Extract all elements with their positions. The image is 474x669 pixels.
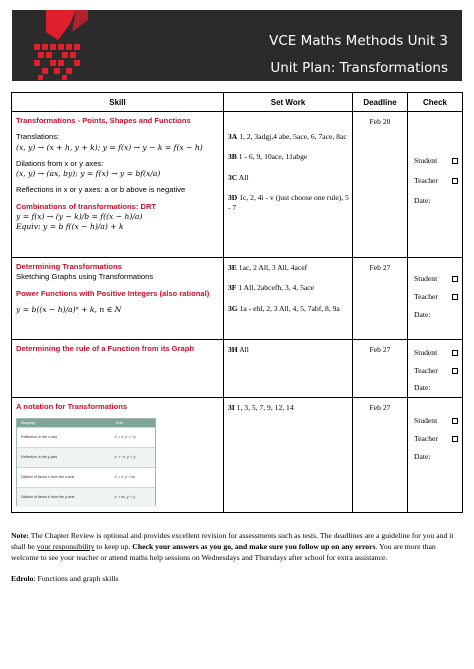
mapping-table-header: Mapping Rule (17, 419, 155, 427)
deadline-cell: Feb 27 (353, 258, 408, 340)
set-work-cell (224, 112, 353, 258)
mapping-table-row: Reflection in the x-axis x′ = x, y′ = −y (17, 427, 155, 447)
skill-math: y = b((x − h)/a)ⁿ + k, n ∈ N (16, 304, 122, 314)
skill-cell (12, 112, 224, 258)
skill-math: (x, y) → (ax, by); y = f(x) → y = bf(x/a) (16, 169, 161, 178)
document-title: VCE Maths Methods Unit 3 (269, 33, 448, 49)
skill-text: Dilations from x or y axes: (16, 158, 104, 168)
set-work-item: 3H All (228, 345, 249, 354)
edrolo-label: Edrolo (11, 574, 34, 583)
skill-text: Sketching Graphs using Transformations (16, 272, 154, 282)
set-work-item: 3F 1 All, 2abcefh, 3, 4, 5ace (228, 283, 315, 293)
column-header-skill: Skill (12, 93, 224, 112)
student-label: Student (414, 416, 438, 425)
table-header-row (12, 93, 463, 112)
student-label: Student (414, 274, 438, 283)
header-banner (12, 10, 462, 81)
column-header-set-work: Set Work (224, 93, 353, 112)
set-work-cell (224, 398, 353, 513)
note-underlined: your responsibility (36, 542, 95, 552)
skill-math: Equiv: y = b f((x − h)/a) + k (16, 222, 124, 231)
column-header-deadline: Deadline (353, 93, 408, 112)
skill-cell (12, 398, 224, 513)
skill-text: Reflections in x or y axes: a or b above is negative (16, 185, 186, 195)
column-header-check: Check (408, 93, 463, 112)
skill-subheading: Power Functions with Positive Integers (also rational) (16, 288, 210, 298)
date-label: Date: (414, 196, 431, 205)
teacher-checkbox[interactable] (452, 368, 458, 374)
unit-plan-table (11, 92, 463, 513)
skill-heading: A notation for Transformations (16, 402, 128, 411)
skill-heading: Determining Transformations (16, 262, 122, 271)
deadline-cell: Feb 27 (353, 340, 408, 398)
student-checkbox[interactable] (452, 158, 458, 164)
skill-math: (x, y) → (x + h, y + k); y = f(x) → y − k = f(x − h) (16, 142, 203, 152)
red-pixel-logo-icon (32, 10, 92, 81)
student-checkbox[interactable] (452, 418, 458, 424)
teacher-label: Teacher (414, 292, 438, 301)
skill-heading: Determining the rule of a Function from its Graph (16, 344, 195, 353)
set-work-item: 3I 1, 3, 5, 7, 9, 12, 14 (228, 403, 294, 412)
set-work-item: 3G 1a - ehl, 2, 3 All, 4, 5, 7abf, 8, 9a (228, 303, 340, 313)
skill-cell (12, 340, 224, 398)
mapping-table-row: Dilation of factor k from the y-axis x′ = kx, y′ = y (17, 487, 155, 507)
set-work-item: 3C All (228, 172, 249, 182)
set-work-cell (224, 258, 353, 340)
set-work-cell (224, 340, 353, 398)
note-label: Note: (11, 531, 29, 540)
check-cell (408, 340, 463, 398)
set-work-item: 3B 1 - 6, 9, 10ace, 11abge (228, 152, 308, 162)
check-cell (408, 398, 463, 513)
student-label: Student (414, 348, 438, 357)
note-text: The Chapter Review is optional and provides excellent revision for assessments such as tests. The deadlines are a guideline for you and it shall be (11, 531, 454, 552)
skill-subheading: Combinations of transformations: DRT (16, 201, 157, 211)
student-checkbox[interactable] (452, 276, 458, 282)
notes-paragraph (11, 530, 462, 563)
set-work-item: 3A 1, 2, 3adgj,4 abe, 5ace, 6, 7ace, 8ac (228, 132, 347, 141)
table-row (12, 258, 463, 340)
set-work-item: 3D 1c, 2, 4i - v (just choose one rule), 5 - 7 (228, 192, 349, 212)
mapping-table-row: Reflection in the y-axis x′ = −x, y′ = y (17, 447, 155, 467)
teacher-label: Teacher (414, 176, 438, 185)
teacher-checkbox[interactable] (452, 178, 458, 184)
note-text: . You are more than welcome to see your teacher or attend maths help sessions on Wednesdays and Thursdays after school for extra assistance. (11, 542, 436, 563)
student-checkbox[interactable] (452, 350, 458, 356)
check-cell (408, 258, 463, 340)
edrolo-text: : Functions and graph skills (33, 574, 119, 583)
date-label: Date: (414, 310, 431, 319)
note-text: to keep up. (94, 542, 133, 552)
date-label: Date: (414, 383, 431, 392)
mapping-table-image (16, 418, 156, 506)
deadline-cell: Feb 27 (353, 398, 408, 513)
date-label: Date: (414, 452, 431, 461)
mapping-table-row: Dilation of factor k from the x-axis x′ = x, y′ = ky (17, 467, 155, 487)
skill-cell (12, 258, 224, 340)
deadline-cell: Feb 20 (353, 112, 408, 258)
teacher-checkbox[interactable] (452, 436, 458, 442)
teacher-label: Teacher (414, 366, 438, 375)
table-row (12, 398, 463, 513)
table-row (12, 112, 463, 258)
teacher-checkbox[interactable] (452, 294, 458, 300)
table-row (12, 340, 463, 398)
set-work-item: 3E 1ac, 2 All, 3 All, 4acef (228, 263, 308, 272)
student-label: Student (414, 156, 438, 165)
skill-heading: Transformations - Points, Shapes and Functions (16, 116, 191, 125)
skill-math: y = f(x) → (y − k)/b = f((x − h)/a) (16, 211, 143, 221)
edrolo-line (11, 574, 119, 583)
skill-text: Translations: (16, 132, 60, 142)
note-bold: Check your answers as you go, and make sure you follow up on any errors (132, 542, 376, 552)
teacher-label: Teacher (414, 434, 438, 443)
document-subtitle: Unit Plan: Transformations (270, 60, 448, 76)
check-cell (408, 112, 463, 258)
